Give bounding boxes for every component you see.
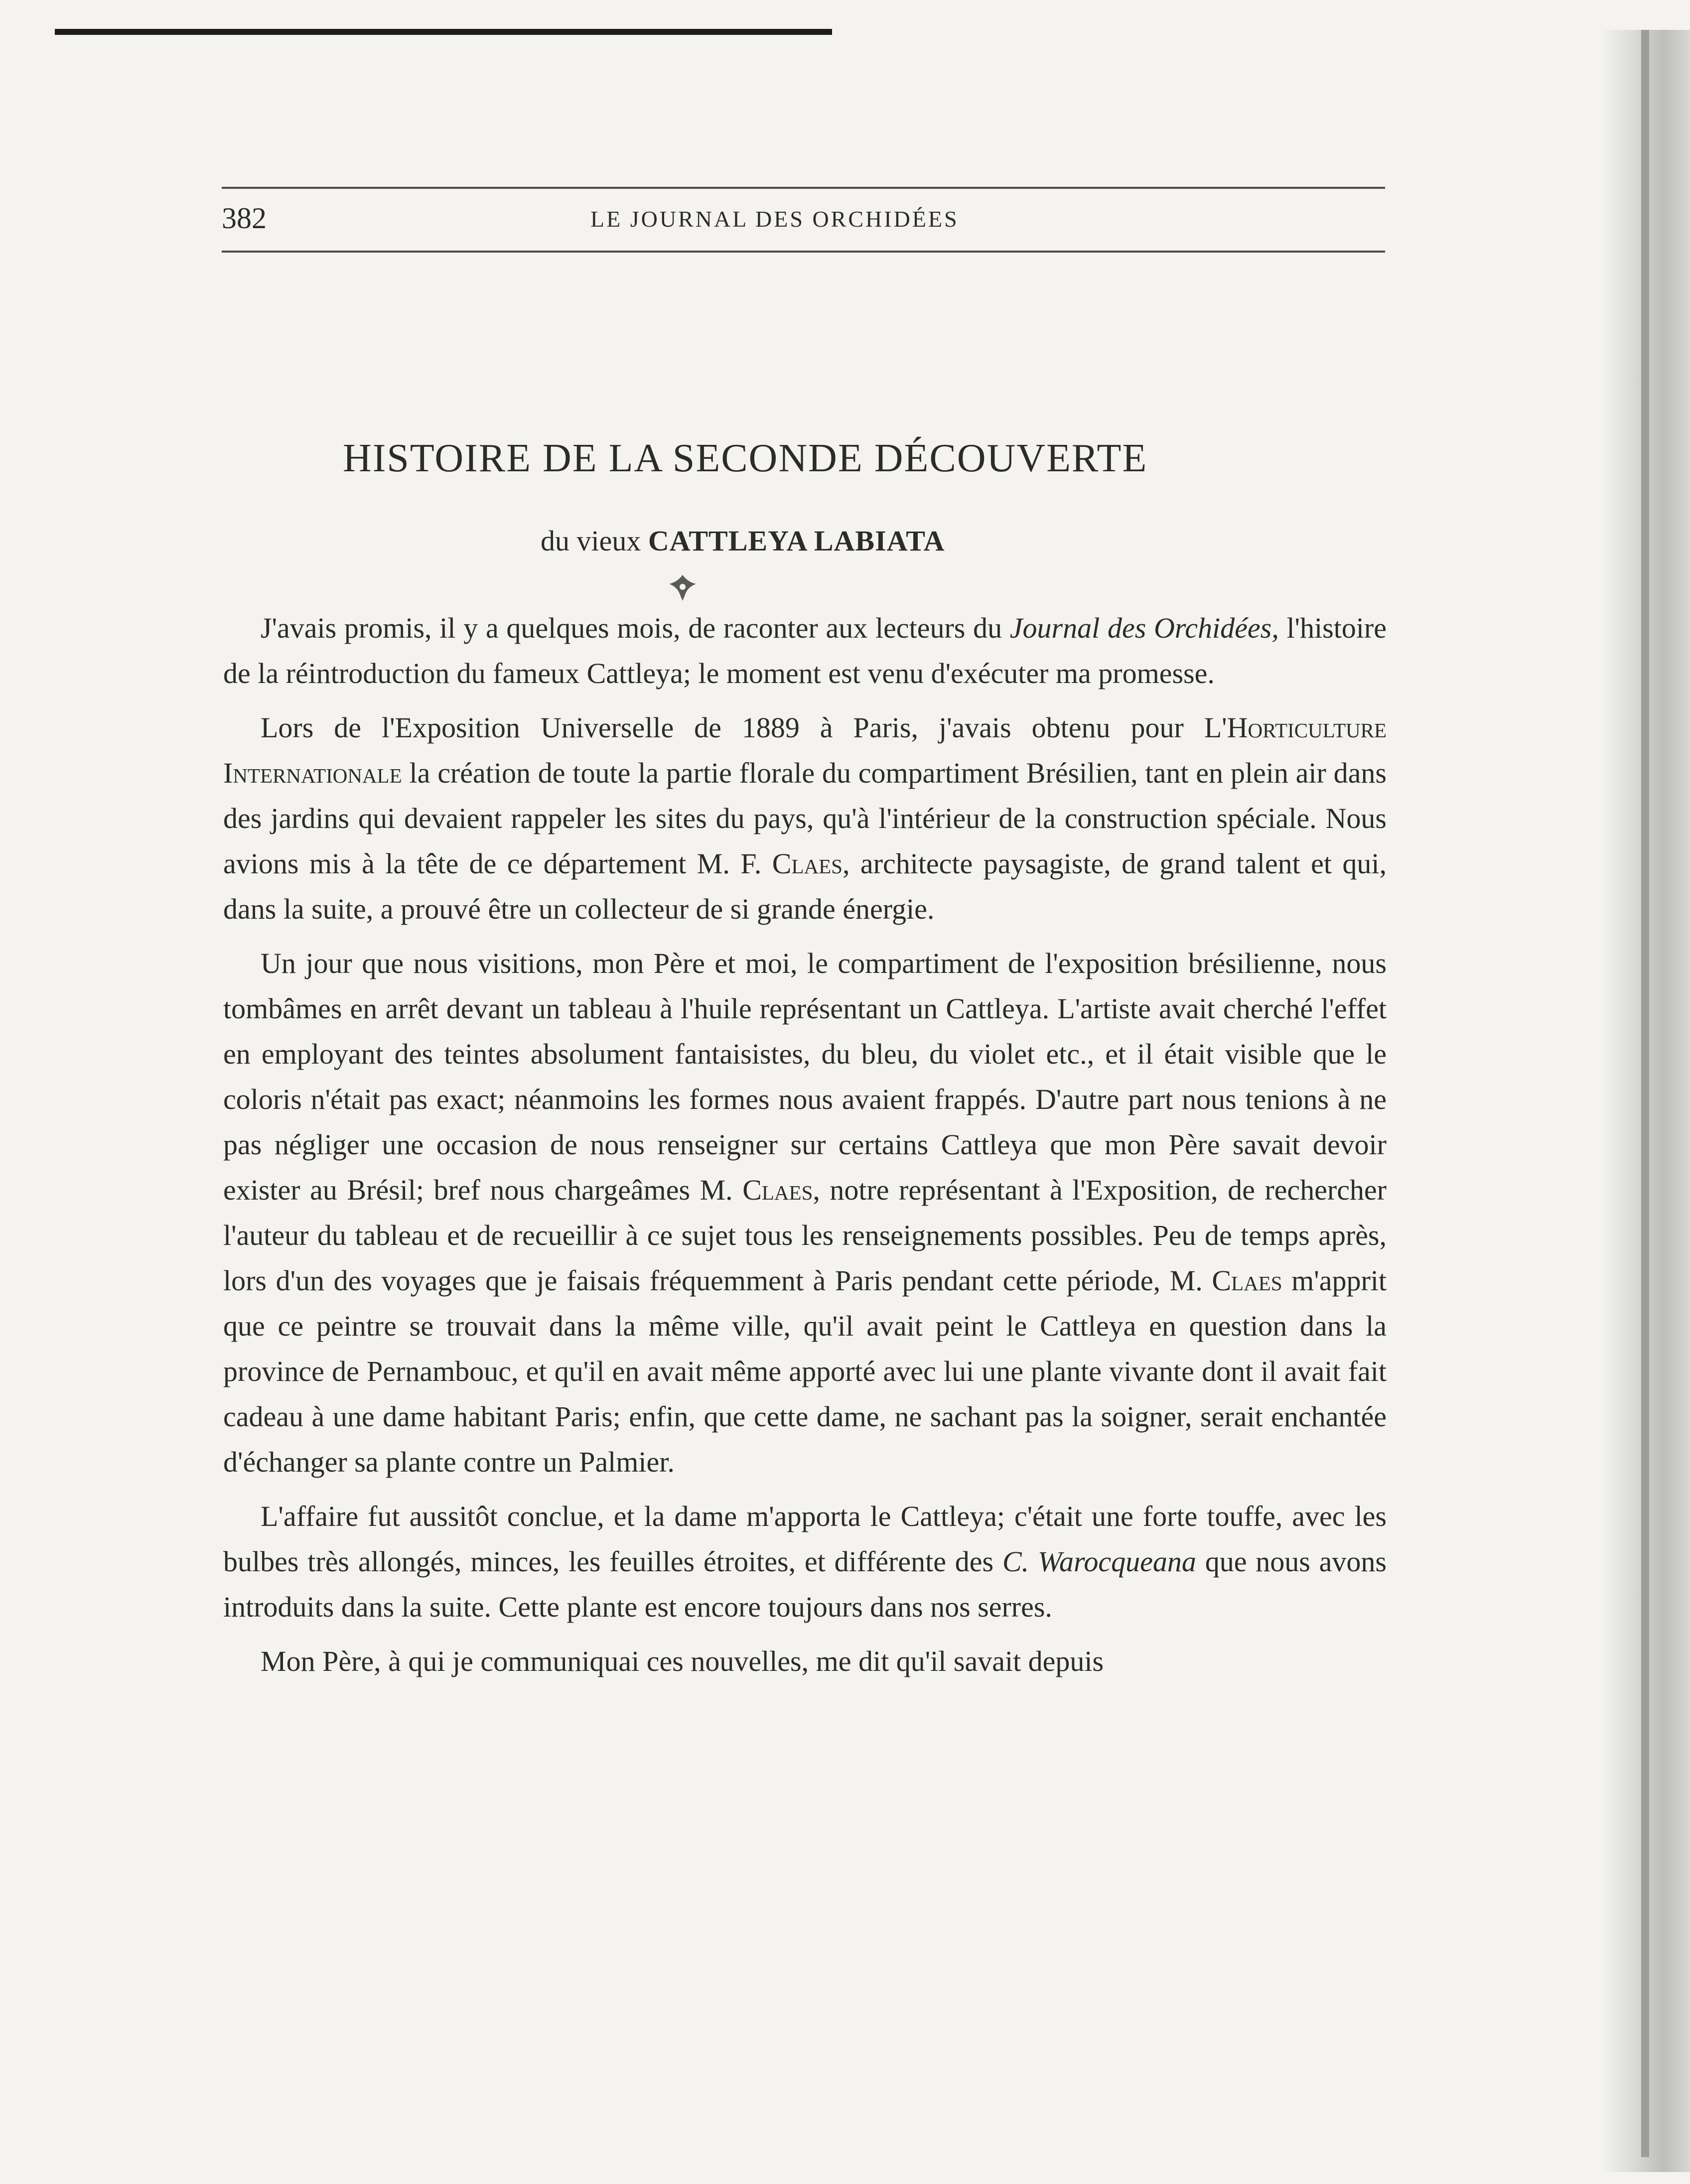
text-run: l'histoire de la réintroduction du fameux Cattleya; le moment est venu d'exécuter ma promesse. (223, 612, 1387, 689)
species-name-italic: C. Warocqueana (1002, 1545, 1196, 1578)
text-run: Mon Père, à qui je communiquai ces nouvelles, me dit qu'il savait depuis (261, 1645, 1104, 1677)
fleuron-ornament-icon (665, 573, 700, 603)
header-rule-bottom (222, 251, 1385, 253)
journal-name-italic: Journal des Orchidées, (1009, 612, 1279, 644)
person-name-smallcaps: Claes (1212, 1264, 1282, 1297)
person-name-smallcaps: Claes (742, 1174, 813, 1206)
article-title: HISTOIRE DE LA SECONDE DÉCOUVERTE (343, 436, 1148, 480)
header-rule-top (222, 187, 1385, 189)
paragraph-4 (223, 1494, 1387, 1630)
article-subtitle (541, 522, 945, 560)
subtitle-plant-name: CATTLEYA LABIATA (648, 525, 945, 557)
text-run: la création de toute la partie florale du compartiment Brésilien, tant en plein air dans des jardins qui devaient rappeler les sites du pays, qu'à l'intérieur de la construction spéciale. Nous avions mis à la tête de ce département M. F. (223, 757, 1387, 880)
text-run: Lors de l'Exposition Universelle de 1889 à Paris, j'avais obtenu pour (261, 711, 1204, 744)
paragraph-3 (223, 941, 1387, 1485)
text-run: que nous avons introduits dans la suite. Cette plante est encore toujours dans nos serres. (223, 1545, 1387, 1623)
paragraph-5 (223, 1638, 1387, 1684)
company-name-smallcaps: L'Horticulture Internationale (223, 711, 1387, 789)
person-name-smallcaps: Claes (772, 847, 843, 880)
subtitle-prefix: du vieux (541, 525, 648, 557)
running-head: LE JOURNAL DES ORCHIDÉES (590, 206, 959, 232)
text-run: L'affaire fut aussitôt conclue, et la dame m'apporta le Cattleya; c'était une forte touffe, avec les bulbes très allongés, minces, les feuilles étroites, et différente des (223, 1500, 1387, 1578)
paragraph-1 (223, 605, 1387, 696)
article-body (223, 605, 1387, 1693)
text-run: Un jour que nous visitions, mon Père et moi, le compartiment de l'exposition brésilienne, nous tombâmes en arrêt devant un tableau à l'huile représentant un Cattleya. L'artiste avait cherché l'effet en employant des teintes absolument fantaisistes, du bleu, du violet etc., et il était visible que le coloris n'était pas exact; néanmoins les formes nous avaient frappés. D'autre part nous tenions à ne pas négliger une occasion de nous renseigner sur certains Cattleya que mon Père savait devoir exister au Brésil; bref nous chargeâmes M. (223, 947, 1387, 1206)
text-run: , notre représentant à l'Exposition, de rechercher l'auteur du tableau et de recueillir à ce sujet tous les renseignements possibles. Peu de temps après, lors d'un des voyages que je faisais fréquemment à Paris pendant cette période, M. (223, 1174, 1387, 1297)
page-number: 382 (222, 202, 267, 235)
text-run: , architecte paysagiste, de grand talent et qui, dans la suite, a prouvé être un collecteur de si grande énergie. (223, 847, 1387, 925)
paragraph-2 (223, 705, 1387, 932)
text-run: m'apprit que ce peintre se trouvait dans la même ville, qu'il avait peint le Cattleya en question dans la province de Pernambouc, et qu'il en avait même apporté avec lui une plante vivante dont il avait fait cadeau à une dame habitant Paris; enfin, que cette dame, ne sachant pas la soigner, serait enchantée d'échanger sa plante contre un Palmier. (223, 1264, 1387, 1478)
text-run: J'avais promis, il y a quelques mois, de raconter aux lecteurs du (261, 612, 1010, 644)
